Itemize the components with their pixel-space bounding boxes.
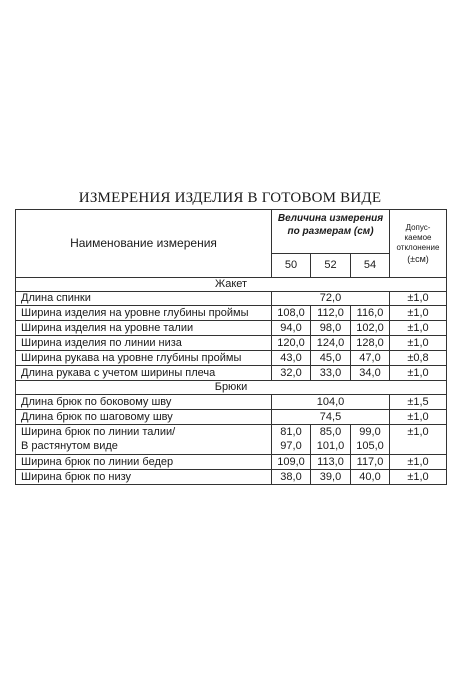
table-row bbox=[16, 425, 447, 455]
row-value-52: 112,0 bbox=[311, 306, 351, 321]
row-tolerance: ±1,0 bbox=[390, 306, 447, 321]
row-value-52: 124,0 bbox=[311, 336, 351, 351]
section-row bbox=[16, 278, 447, 292]
row-value-50: 109,0 bbox=[272, 455, 311, 470]
row-value-50-b: 97,0 bbox=[280, 440, 302, 452]
measurements-table bbox=[15, 209, 447, 485]
row-value-52: 113,0 bbox=[311, 455, 351, 470]
row-value: 72,0 bbox=[272, 292, 390, 306]
row-value-52-a: 85,0 bbox=[319, 426, 342, 438]
row-value-52 bbox=[311, 425, 351, 455]
row-name-line1: Ширина брюк по линии талии/ bbox=[21, 426, 176, 438]
section-pants: Брюки bbox=[16, 381, 447, 395]
row-value-50: 108,0 bbox=[272, 306, 311, 321]
row-value-54: 40,0 bbox=[351, 470, 390, 485]
row-value-52-b: 101,0 bbox=[316, 440, 345, 452]
header-tol-line1: Допус- bbox=[405, 222, 431, 232]
row-name: Ширина рукава на уровне глубины проймы bbox=[16, 351, 272, 366]
row-value-54: 34,0 bbox=[351, 366, 390, 381]
table-row bbox=[16, 366, 447, 381]
row-value-50 bbox=[272, 425, 311, 455]
row-name bbox=[16, 425, 272, 455]
row-tolerance: ±0,8 bbox=[390, 351, 447, 366]
row-tolerance: ±1,5 bbox=[390, 395, 447, 410]
row-name-line2: В растянутом виде bbox=[21, 440, 118, 452]
header-tol-line3: отклонение bbox=[396, 242, 440, 252]
row-name: Ширина брюк по низу bbox=[16, 470, 272, 485]
row-value-54-b: 105,0 bbox=[356, 440, 384, 452]
header-tolerance bbox=[390, 210, 447, 278]
row-value-54-a: 99,0 bbox=[359, 426, 381, 438]
row-name: Ширина изделия на уровне глубины проймы bbox=[16, 306, 272, 321]
row-tolerance: ±1,0 bbox=[390, 321, 447, 336]
row-value-52: 39,0 bbox=[311, 470, 351, 485]
row-value-52: 33,0 bbox=[311, 366, 351, 381]
header-size-line2: по размерам (см) bbox=[287, 226, 374, 237]
row-value-50: 38,0 bbox=[272, 470, 311, 485]
row-value-54: 117,0 bbox=[351, 455, 390, 470]
row-name: Длина брюк по боковому шву bbox=[16, 395, 272, 410]
row-name: Длина рукава с учетом ширины плеча bbox=[16, 366, 272, 381]
row-value: 74,5 bbox=[272, 410, 390, 425]
row-value-54: 116,0 bbox=[351, 306, 390, 321]
row-value-50-a: 81,0 bbox=[280, 426, 302, 438]
size-52: 52 bbox=[311, 254, 351, 278]
section-jacket: Жакет bbox=[16, 278, 447, 292]
page-title: ИЗМЕРЕНИЯ ИЗДЕЛИЯ В ГОТОВОМ ВИДЕ bbox=[78, 190, 382, 206]
table-row bbox=[16, 395, 447, 410]
section-row bbox=[16, 381, 447, 395]
table-row bbox=[16, 292, 447, 306]
header-row bbox=[16, 210, 447, 254]
row-value-54: 47,0 bbox=[351, 351, 390, 366]
row-value-54: 102,0 bbox=[351, 321, 390, 336]
row-name: Ширина изделия на уровне талии bbox=[16, 321, 272, 336]
row-tolerance: ±1,0 bbox=[390, 455, 447, 470]
table-row bbox=[16, 410, 447, 425]
header-size bbox=[272, 210, 390, 254]
size-54: 54 bbox=[351, 254, 390, 278]
table-row bbox=[16, 321, 447, 336]
row-tolerance: ±1,0 bbox=[390, 366, 447, 381]
row-tolerance: ±1,0 bbox=[390, 336, 447, 351]
row-tolerance: ±1,0 bbox=[390, 410, 447, 425]
size-50: 50 bbox=[272, 254, 311, 278]
row-value-52: 45,0 bbox=[311, 351, 351, 366]
header-tol-line2: каемое bbox=[404, 232, 432, 242]
row-value-54: 128,0 bbox=[351, 336, 390, 351]
row-name: Ширина изделия по линии низа bbox=[16, 336, 272, 351]
row-value-52: 98,0 bbox=[311, 321, 351, 336]
row-value-50: 94,0 bbox=[272, 321, 311, 336]
table-row bbox=[16, 336, 447, 351]
row-tolerance: ±1,0 bbox=[390, 292, 447, 306]
row-value-50: 43,0 bbox=[272, 351, 311, 366]
row-value-50: 120,0 bbox=[272, 336, 311, 351]
header-tol-line4: (±см) bbox=[407, 253, 429, 264]
row-tolerance bbox=[390, 425, 447, 455]
table-row bbox=[16, 351, 447, 366]
row-value-50: 32,0 bbox=[272, 366, 311, 381]
row-name: Ширина брюк по линии бедер bbox=[16, 455, 272, 470]
row-name: Длина спинки bbox=[16, 292, 272, 306]
table-row bbox=[16, 455, 447, 470]
row-tolerance-value: ±1,0 bbox=[407, 426, 429, 438]
header-name: Наименование измерения bbox=[16, 210, 272, 278]
row-tolerance: ±1,0 bbox=[390, 470, 447, 485]
table-row bbox=[16, 306, 447, 321]
row-value: 104,0 bbox=[272, 395, 390, 410]
header-size-line1: Величина измерения bbox=[277, 213, 384, 224]
row-value-54 bbox=[351, 425, 390, 455]
table-row bbox=[16, 470, 447, 485]
row-name: Длина брюк по шаговому шву bbox=[16, 410, 272, 425]
